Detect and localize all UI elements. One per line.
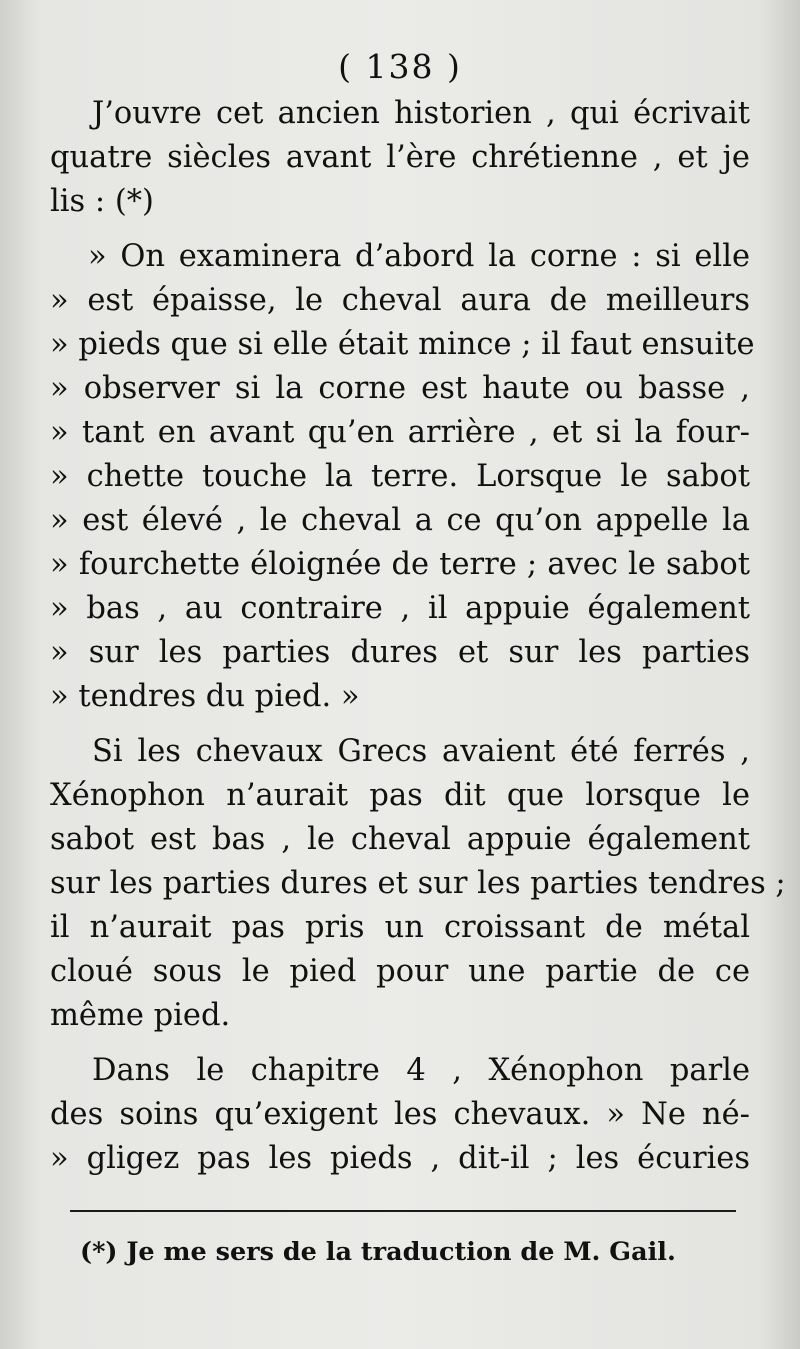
- text-line-24: » gligez pas les pieds , dit-il ; les écuries: [50, 1141, 750, 1176]
- page-number: ( 138 ): [338, 47, 462, 86]
- text-line-1: J’ouvre cet ancien historien , qui écrivait: [92, 96, 750, 131]
- text-line-15: Si les chevaux Grecs avaient été ferrés ,: [92, 734, 750, 769]
- text-line-12: » bas , au contraire , il appuie également: [50, 591, 750, 626]
- text-line-17: sabot est bas , le cheval appuie également: [50, 822, 750, 857]
- text-line-4: » On examinera d’abord la corne : si elle: [88, 239, 750, 274]
- text-line-9: » chette touche la terre. Lorsque le sabot: [50, 459, 750, 494]
- text-line-2: quatre siècles avant l’ère chrétienne , et je: [50, 140, 750, 175]
- text-line-5: » est épaisse, le cheval aura de meilleurs: [50, 283, 750, 318]
- footnote: (*) Je me sers de la traduction de M. Gail.: [80, 1237, 676, 1267]
- footnote-rule: [70, 1210, 736, 1212]
- text-line-10: » est élevé , le cheval a ce qu’on appelle la: [50, 503, 750, 538]
- text-line-13: » sur les parties dures et sur les parties: [50, 635, 750, 670]
- text-line-19: il n’aurait pas pris un croissant de métal: [50, 910, 750, 945]
- text-line-8: » tant en avant qu’en arrière , et si la four-: [50, 415, 750, 450]
- text-line-14: » tendres du pied. »: [50, 679, 360, 714]
- text-line-22: Dans le chapitre 4 , Xénophon parle: [92, 1053, 750, 1088]
- text-line-11: » fourchette éloignée de terre ; avec le sabot: [50, 547, 750, 582]
- text-line-20: cloué sous le pied pour une partie de ce: [50, 954, 750, 989]
- text-line-16: Xénophon n’aurait pas dit que lorsque le: [50, 778, 750, 813]
- text-line-3: lis : (*): [50, 184, 154, 219]
- text-line-21: même pied.: [50, 998, 231, 1033]
- text-line-23: des soins qu’exigent les chevaux. » Ne né-: [50, 1097, 750, 1132]
- text-line-7: » observer si la corne est haute ou basse ,: [50, 371, 750, 406]
- text-line-18: sur les parties dures et sur les parties tendres ;: [50, 866, 786, 901]
- text-line-6: » pieds que si elle était mince ; il faut ensuite: [50, 327, 755, 362]
